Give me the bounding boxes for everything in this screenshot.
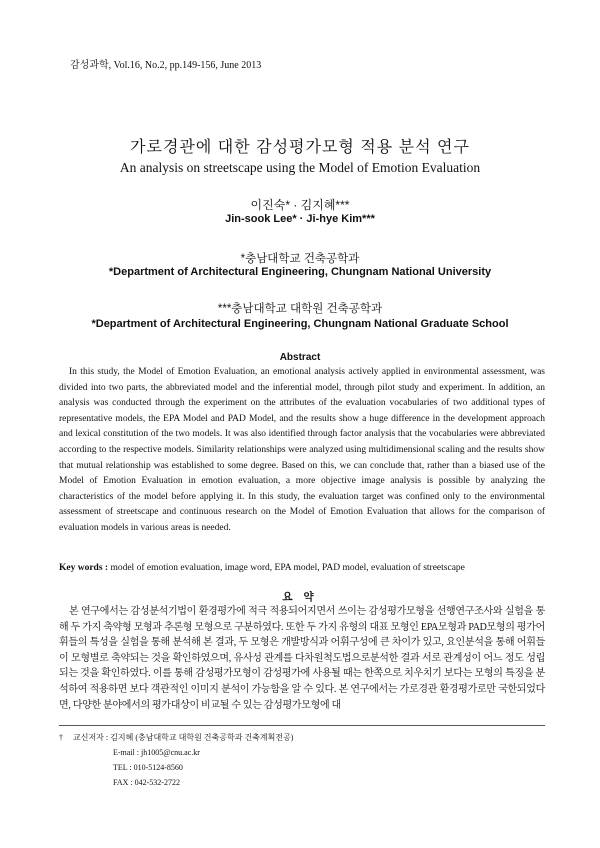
affiliation-2-english: *Department of Architectural Engineering, Chungnam National Graduate School [91, 318, 509, 330]
affiliation-1-korean: *충남대학교 건축공학과 [240, 253, 360, 265]
abstract-heading: Abstract [279, 352, 321, 363]
abstract-body: In this study, the Model of Emotion Evaluation, an emotional analysis actively applied in environmental assessment, was divided into two parts, the abbreviated model and the inferential model, through pilot study and experiment. In addition, an analysis was conducted through the experiment on the attributes of the evaluation vocabularies of two additional types of representative models, the EPA Model and PAD Model, and the results show a huge difference in the development approach and lexical constitution of the two models. It was also identified through factor analysis that the vocabularies were abbreviated according to the respective models. Similarity relationships were analyzed using multidimensional scaling and the results show that mutual relationship was established to some degree. Based on this, we can conclude that, rather than a biased use of the Model of Emotion Evaluation in emotion evaluation, a more objective image analysis is possible by analyzing the characteristics of the model before applying it. In this study, the evaluation target was confined only to the environmental assessment of streetscape and continuous research on the Model of Emotion Evaluation that allows for the comparison of evaluation models in various areas is needed. [59, 367, 545, 533]
paper-title-english: An analysis on streetscape using the Model of Emotion Evaluation [119, 160, 481, 175]
keywords-label: Key words : [59, 563, 109, 573]
paper-title-korean: 가로경관에 대한 감성평가모형 적용 분석 연구 [130, 139, 470, 156]
affiliation-2-korean: ***충남대학교 대학원 건축공학과 [217, 303, 383, 315]
authors-korean: 이진숙* · 김지혜*** [250, 198, 350, 212]
footnote-tel: TEL : 010-5124-8560 [113, 763, 183, 772]
korean-abstract-body: 본 연구에서는 감성분석기법이 환경평가에 적극 적용되어지면서 쓰이는 감성평가모형을 선행연구조사와 실험을 통해 두 가지 축약형 모형과 추론형 모형으로 구분하였다. 또한 두 가지 유형의 대표 모형인 EPA모형과 PAD모형의 평가어휘들의 특성을 실험을 통해 분석해 본 결과, 두 모형은 개발방식과 어휘구성에 큰 차이가 있고, 요인분석을 통해 어휘들이 모형별로 축약되는 것을 확인하였으며, 유사성 관계를 다차원척도법으로분석한 결과 서로 관계성이 어느 정도 성립되는 것을 확인하였다. 이를 통해 감성평가모형이 감성평가에 사용될 때는 한쪽으로 치우치기 보다는 모형의 특징을 분석하여 적용하면 보다 객관적인 이미지 분석이 가능함을 알 수 있다. 본 연구에서는 가로경관 환경평가로만 국한되었다면, 다양한 분야에서의 평가대상이 비교될 수 있는 감성평가모형에 대 [59, 606, 545, 711]
footnote-author: 교신저자 : 김지혜 (충남대학교 대학원 건축공학과 건축계획전공) [73, 733, 294, 742]
authors-english: Jin-sook Lee* · Ji-hye Kim*** [225, 213, 375, 225]
corresponding-author-footnote [59, 730, 293, 790]
dagger-marker: † [59, 733, 63, 742]
footnote-author-line [59, 730, 293, 745]
footnote-divider [59, 725, 545, 726]
footnote-email: E-mail : jh1005@cnu.ac.kr [113, 748, 200, 757]
journal-citation: 감성과학, Vol.16, No.2, pp.149-156, June 2013 [70, 60, 262, 71]
keywords [59, 561, 545, 576]
affiliation-1-english: *Department of Architectural Engineering, Chungnam National University [108, 266, 492, 278]
footnote-fax: FAX : 042-532-2722 [113, 778, 180, 787]
korean-abstract-heading: 요 약 [282, 591, 318, 603]
keywords-list: model of emotion evaluation, image word, EPA model, PAD model, evaluation of streetscape [108, 563, 465, 573]
